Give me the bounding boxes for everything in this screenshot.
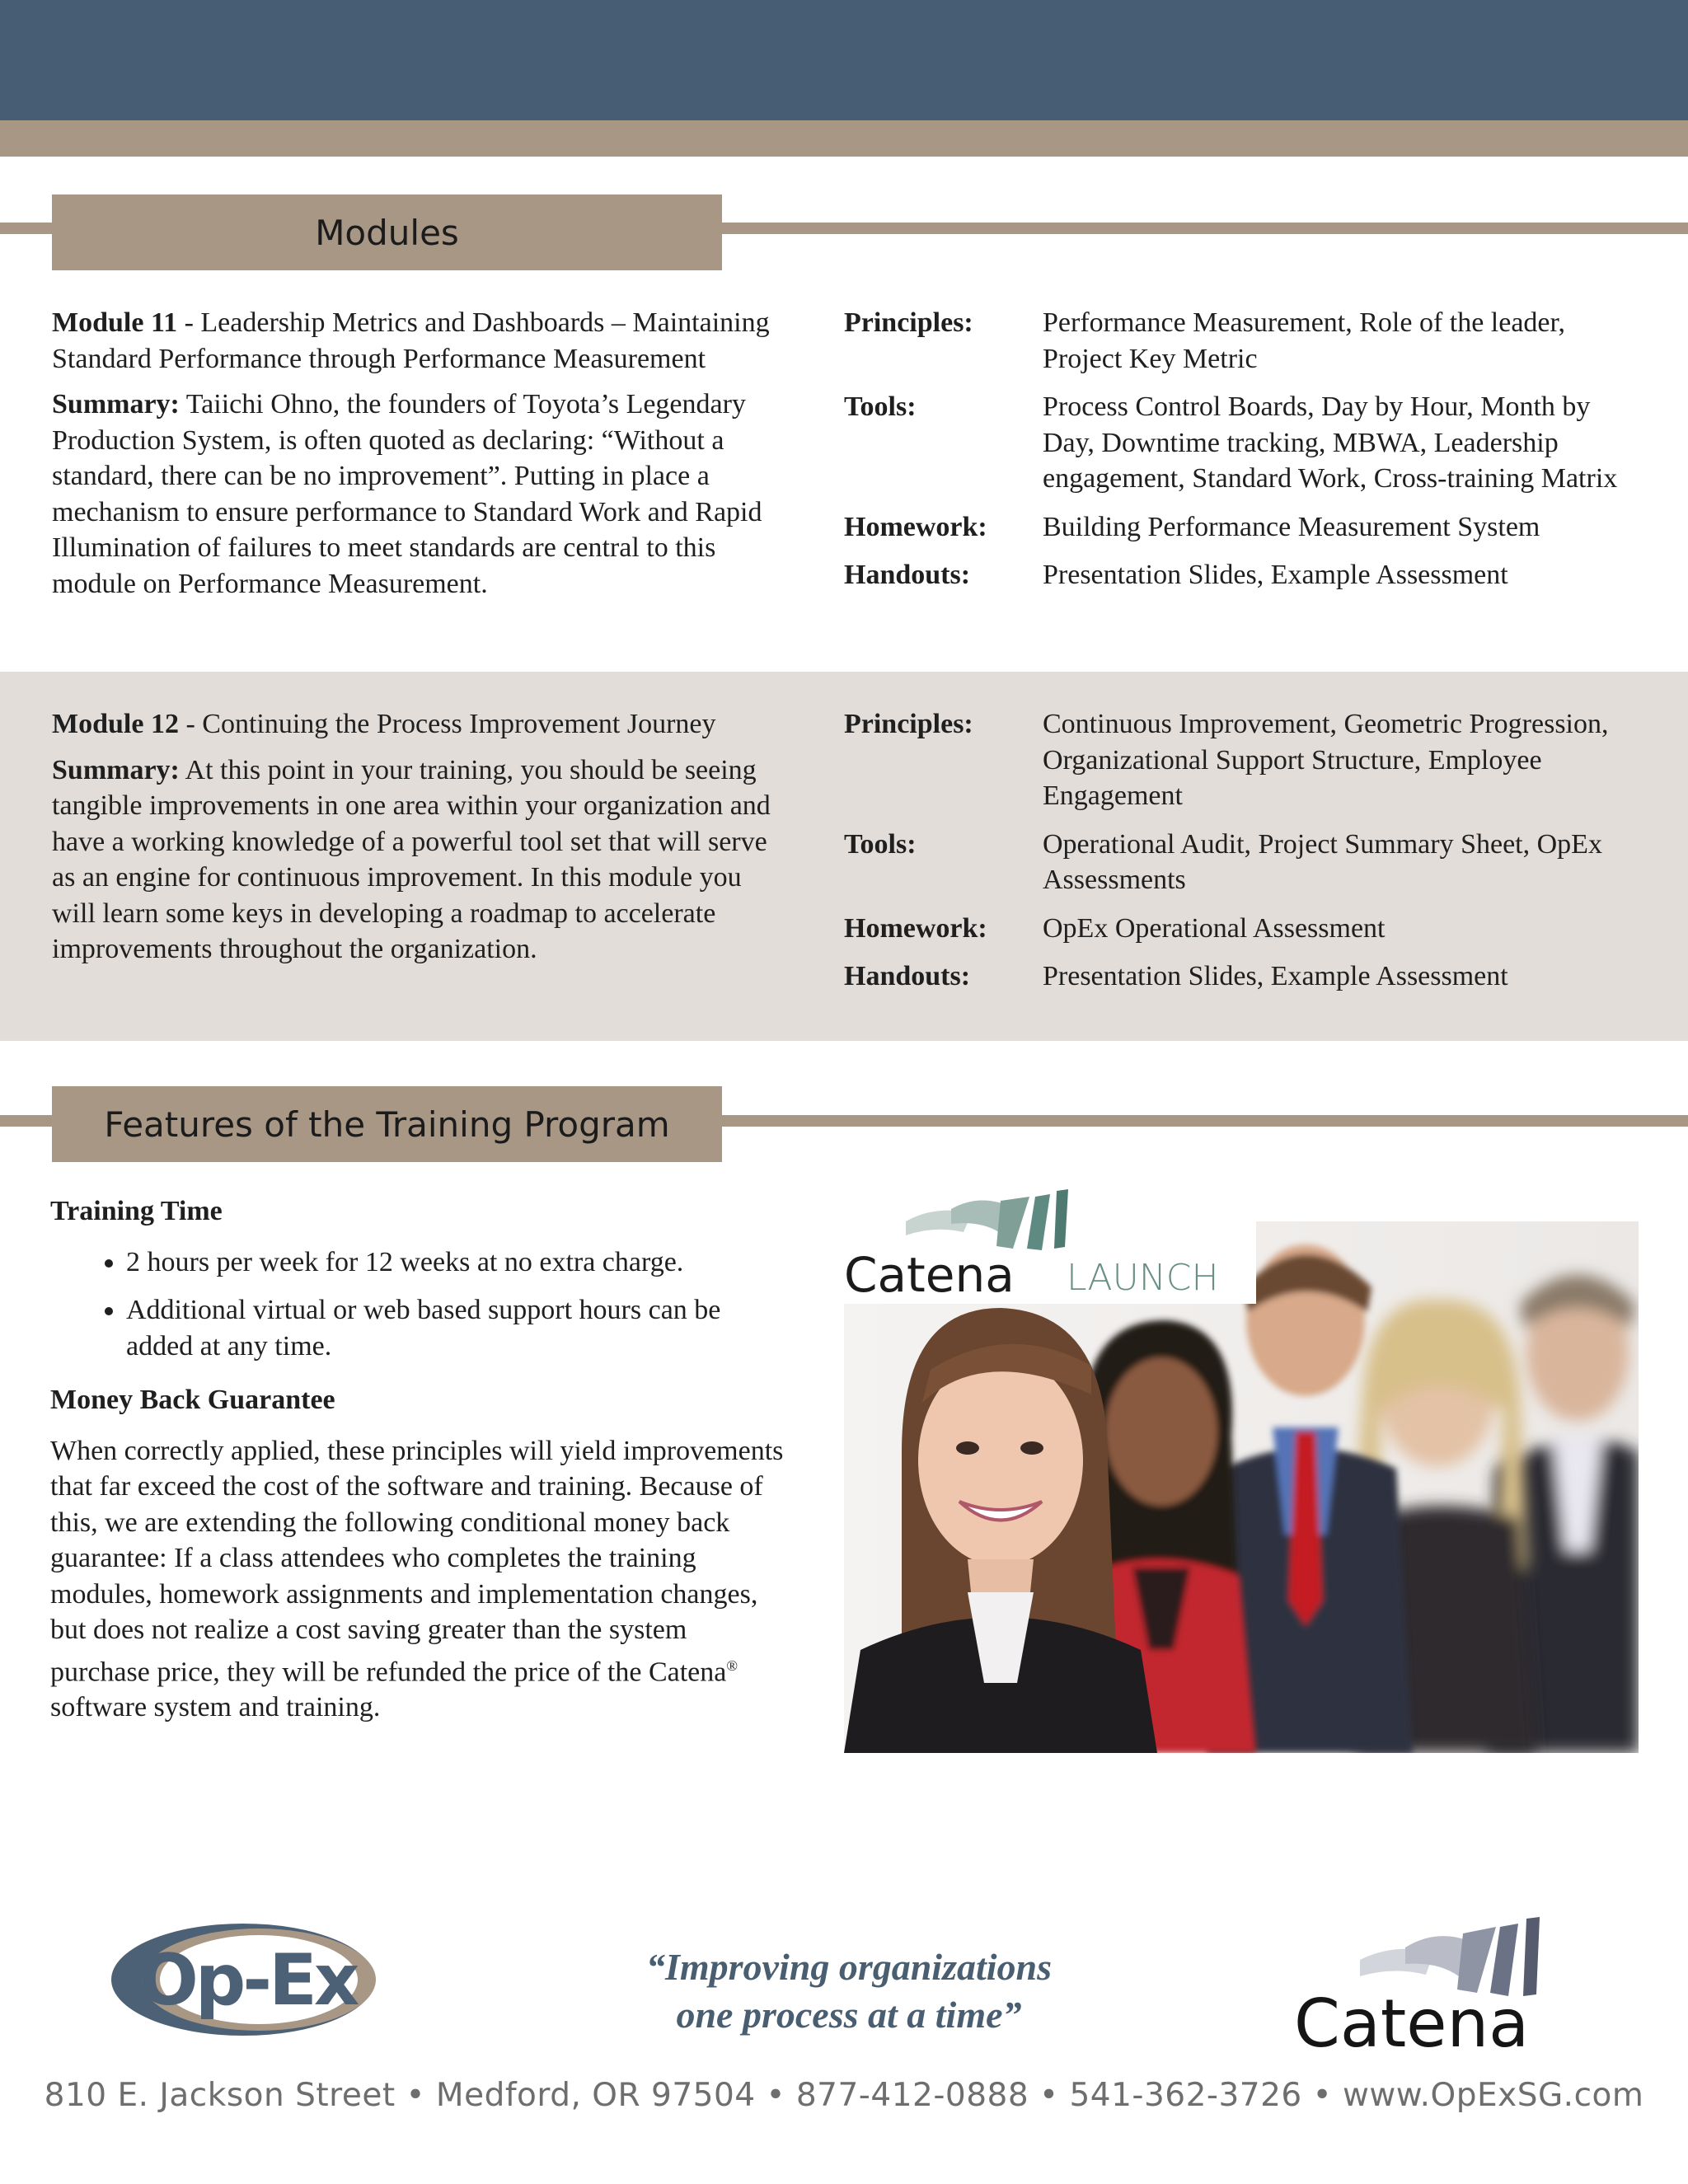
homework-label: Homework: — [844, 511, 987, 542]
launch-logo-suffix: LAUNCH — [1067, 1257, 1219, 1299]
training-time-heading: Training Time — [50, 1196, 223, 1226]
guarantee-heading: Money Back Guarantee — [50, 1385, 335, 1415]
header-accent-band — [0, 120, 1688, 157]
module-11-number: Module 11 — [52, 307, 178, 338]
modules-heading: Modules — [52, 194, 722, 270]
module-12-number: Module 12 — [52, 709, 179, 739]
catena-swoosh-icon — [906, 1189, 1068, 1250]
module-11-details — [844, 305, 1635, 606]
module-12-details — [844, 706, 1635, 1007]
homework-label: Homework: — [844, 912, 987, 944]
module-11-tools: Process Control Boards, Day by Hour, Month by Day, Downtime tracking, MBWA, Leadership engagement, Standard Work, Cross-training Matrix — [1043, 391, 1618, 494]
slogan-line-2: one process at a time” — [676, 1994, 1022, 2036]
catena-logo-text: Catena — [1294, 1985, 1530, 2059]
features-heading: Features of the Training Program — [52, 1086, 722, 1162]
module-12-handouts: Presentation Slides, Example Assessment — [1043, 961, 1508, 991]
tools-label: Tools: — [844, 828, 917, 860]
guarantee-body — [50, 1433, 792, 1726]
module-11-section — [0, 297, 1688, 672]
handouts-label: Handouts: — [844, 961, 971, 991]
module-12-principles: Continuous Improvement, Geometric Progression, Organizational Support Structure, Employee Engagement — [1043, 709, 1609, 811]
module-12-summary: At this point in your training, you should be seeing tangible improvements in one area within your organization and have a working knowledge of a powerful tool set that will serve as an engine for continuous improvement. In this module you will learn some keys in developing a roadmap to accelerate improvements throughout the organization. — [52, 754, 771, 964]
module-11-description — [52, 305, 777, 602]
module-11-homework: Building Performance Measurement System — [1043, 511, 1540, 542]
registered-trademark: ® — [726, 1657, 738, 1674]
guarantee-text: When correctly applied, these principles will yield improvements that far exceed the cost of the software and training. Because of this, we are extending the following conditional money back guarantee: If a class attendees who completes the training modules, homework assignments and implementation changes, but does not realize a cost saving greater than the system purchase price, they will be refunded the price of the Catena — [50, 1435, 784, 1687]
team-photo-area — [844, 1184, 1639, 1753]
module-11-summary-label: Summary: — [52, 389, 180, 419]
principles-label: Principles: — [844, 709, 973, 739]
training-time-list — [50, 1244, 792, 1365]
opex-logo-text: Op-Ex — [138, 1939, 357, 2022]
features-content — [50, 1193, 792, 1726]
launch-logo-word: Catena — [844, 1247, 1015, 1303]
training-time-bullet: • Additional virtual or web based support hours can be added at any time. — [126, 1292, 792, 1364]
catena-logo — [1294, 1910, 1591, 2059]
module-12-summary-label: Summary: — [52, 754, 180, 785]
catena-swoosh-icon — [1360, 1917, 1540, 1996]
module-11-handouts: Presentation Slides, Example Assessment — [1043, 560, 1508, 590]
principles-label: Principles: — [844, 307, 973, 338]
footer-address: 810 E. Jackson Street • Medford, OR 97504 • 877-412-0888 • 541-362-3726 • www.OpExSG.com — [44, 2077, 1644, 2114]
module-12-tools: Operational Audit, Project Summary Sheet, OpEx Assessments — [1043, 828, 1602, 895]
module-11-principles: Performance Measurement, Role of the leader, Project Key Metric — [1043, 307, 1565, 374]
opex-logo — [106, 1919, 381, 2041]
training-time-bullet: • 2 hours per week for 12 weeks at no extra charge. — [126, 1244, 792, 1281]
guarantee-text-end: software system and training. — [50, 1692, 381, 1723]
module-12-section — [0, 672, 1688, 1041]
catena-launch-logo — [844, 1184, 1256, 1304]
module-12-description — [52, 706, 777, 968]
header-color-band — [0, 0, 1688, 120]
tools-label: Tools: — [844, 391, 917, 422]
module-12-homework: OpEx Operational Assessment — [1043, 912, 1386, 944]
slogan-line-1: “Improving organizations — [645, 1946, 1053, 1988]
module-11-title: - Leadership Metrics and Dashboards – Maintaining Standard Performance through Performance Measurement — [52, 307, 770, 374]
slogan — [560, 1943, 1137, 2039]
handouts-label: Handouts: — [844, 560, 971, 590]
module-11-summary: Taiichi Ohno, the founders of Toyota’s Legendary Production System, is often quoted as declaring: “Without a standard, there can be no improvement”. Putting in place a mechanism to ensure performance to Standard Work and Rapid Illumination of failures to meet standards are central to this module on Performance Measurement. — [52, 389, 762, 599]
module-12-title: - Continuing the Process Improvement Journey — [178, 709, 716, 739]
